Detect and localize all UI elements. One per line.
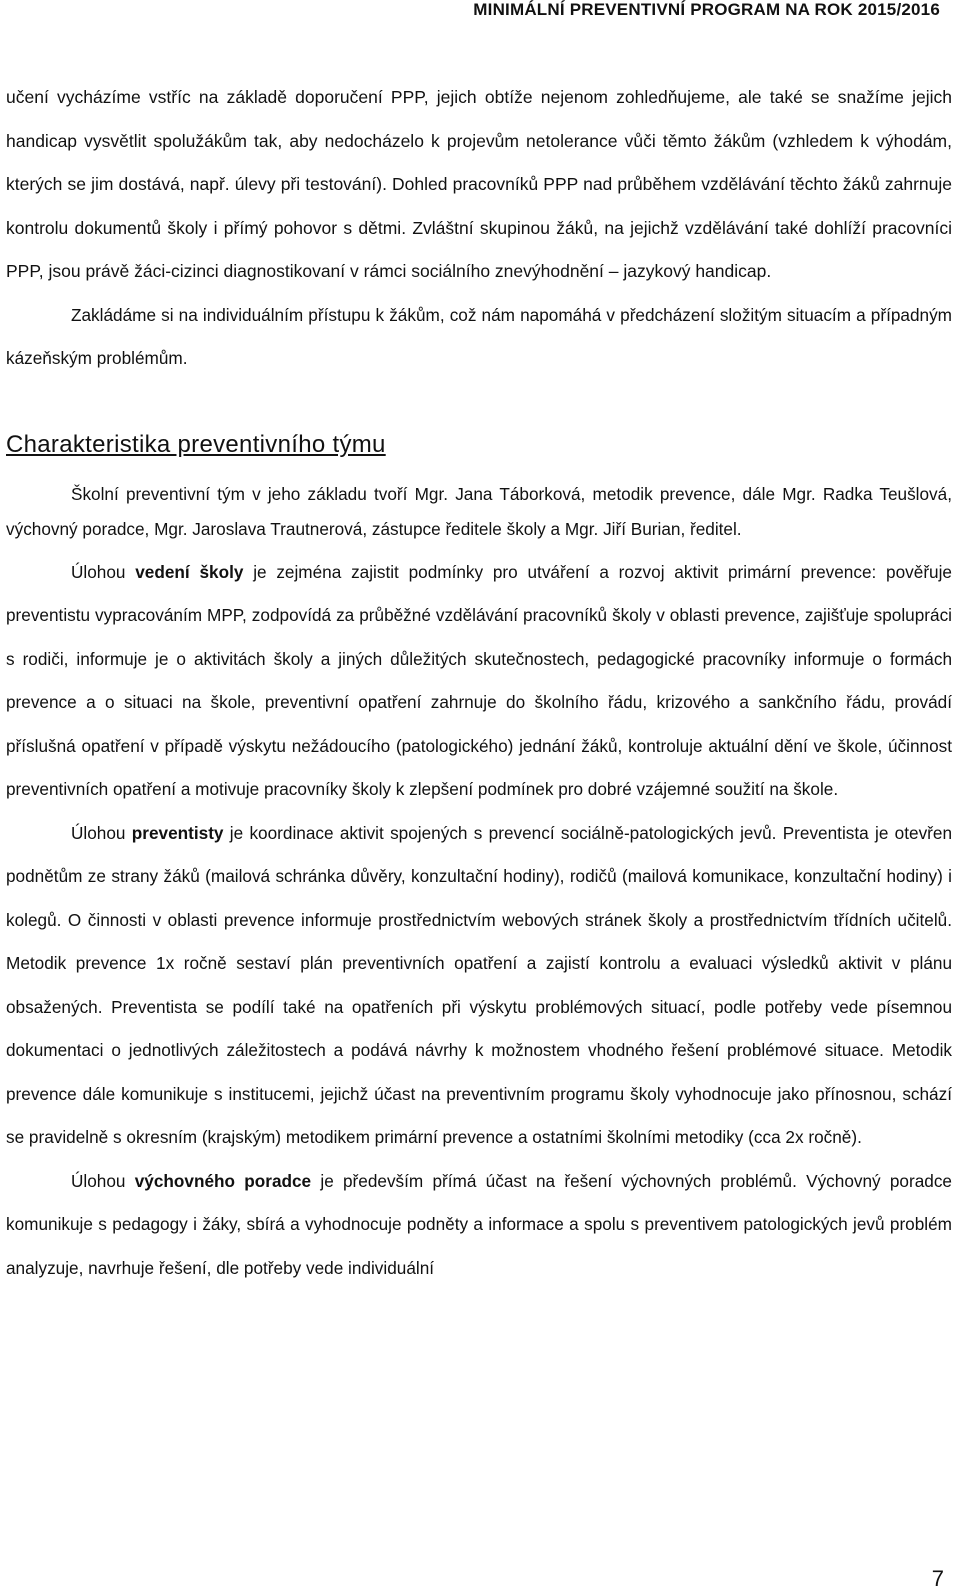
intro-paragraph: učení vycházíme vstříc na základě doporučení PPP, jejich obtíže nejenom zohledňujeme, ale také se snažíme jejich handicap vysvětlit spolužákům tak, aby nedocházelo k projevům netolerance vůči těmto žákům (vzhledem k výhodám, kterých se jim dostává, např. úlevy při testování). Dohled pracovníků PPP nad průběhem vzdělávání těchto žáků zahrnuje kontrolu dokumentů školy i přímý pohovor s dětmi. Zvláštní skupinou žáků, na jejichž vzdělávání také dohlíží pracovníci PPP, jsou právě žáci-cizinci diagnostikovaní v rámci sociálního znevýhodnění – jazykový handicap.	[6, 87, 952, 281]
counselor-lead: Úlohou	[71, 1170, 135, 1191]
counselor-bold: výchovného poradce	[134, 1170, 312, 1191]
preventist-bold: preventisty	[131, 822, 224, 843]
leadership-paragraph	[6, 551, 952, 812]
preventist-rest: je koordinace aktivit spojených s prevencí sociálně-patologických jevů. Preventista je otevřen podnětům ze strany žáků (mailová schránka důvěry, konzultační hodiny), rodičů (mailová komunikace, konzultační hodiny) i kolegů. O činnosti v oblasti prevence informuje prostřednictvím webových stránek školy a prostřednictvím třídních učitelů. Metodik prevence 1x ročně sestaví plán preventivních opatření a zajistí kontrolu a evaluaci výsledků aktivit v plánu obsažených. Preventista se podílí také na opatřeních při výskytu problémových situací, podle potřeby vede písemnou dokumentaci o jednotlivých záležitostech a podává návrhy k možnostem vhodného řešení problémové situace. Metodik prevence dále komunikuje s institucemi, jejichž účast na preventivním programu školy vyhodnocuje jako přínosnou, schází se pravidelně s okresním (krajským) metodikem primární prevence a ostatními školními metodiky (cca 2x ročně).	[6, 822, 953, 1147]
section-title: Charakteristika preventivního týmu	[6, 430, 386, 458]
preventist-paragraph	[6, 812, 952, 1160]
team-text: Školní preventivní tým v jeho základu tvoří Mgr. Jana Táborková, metodik prevence, dále Mgr. Radka Teušlová, výchovný poradce, Mgr. Jaroslava Trautnerová, zástupce ředitele školy a Mgr. Jiří Burian, ředitel.	[6, 483, 952, 539]
running-header: MINIMÁLNÍ PREVENTIVNÍ PROGRAM NA ROK 2015/2016	[473, 0, 940, 19]
preventist-lead: Úlohou	[71, 822, 132, 843]
leadership-bold: vedení školy	[135, 561, 244, 582]
leadership-rest: je zejména zajistit podmínky pro utváření a rozvoj aktivit primární prevence: pověřuje preventistu vypracováním MPP, zodpovídá za průběžné vzdělávání pracovníků školy v oblasti prevence, zajišťuje spolupráci s rodiči, informuje je o aktivitách školy a jiných důležitých skutečnostech, pedagogické pracovníky informuje o formách prevence a o situaci na škole, preventivní opatření zahrnuje do školního řádu, krizového a sankčního řádu, provádí příslušná opatření v případě výskytu nežádoucího (patologického) jednání žáků, kontroluje aktuální dění ve škole, účinnost preventivních opatření a motivuje pracovníky školy k zlepšení podmínek pro dobré vzájemné soužití na škole.	[6, 561, 952, 799]
page-number: 7	[931, 1566, 944, 1591]
team-paragraph	[6, 477, 952, 547]
intro-paragraph-2: Zakládáme si na individuálním přístupu k žákům, což nám napomáhá v předcházení složitým situacím a případným kázeňským problémům.	[6, 304, 952, 368]
leadership-lead: Úlohou	[71, 561, 136, 582]
counselor-rest: je především přímá účast na řešení výchovných problémů. Výchovný poradce komunikuje s pedagogy i žáky, sbírá a vyhodnocuje podněty a informace a spolu s preventivem patologických jevů problém analyzuje, navrhuje řešení, dle potřeby vede individuální	[6, 1170, 952, 1278]
counselor-paragraph	[6, 1160, 952, 1291]
body-text	[6, 76, 952, 1290]
